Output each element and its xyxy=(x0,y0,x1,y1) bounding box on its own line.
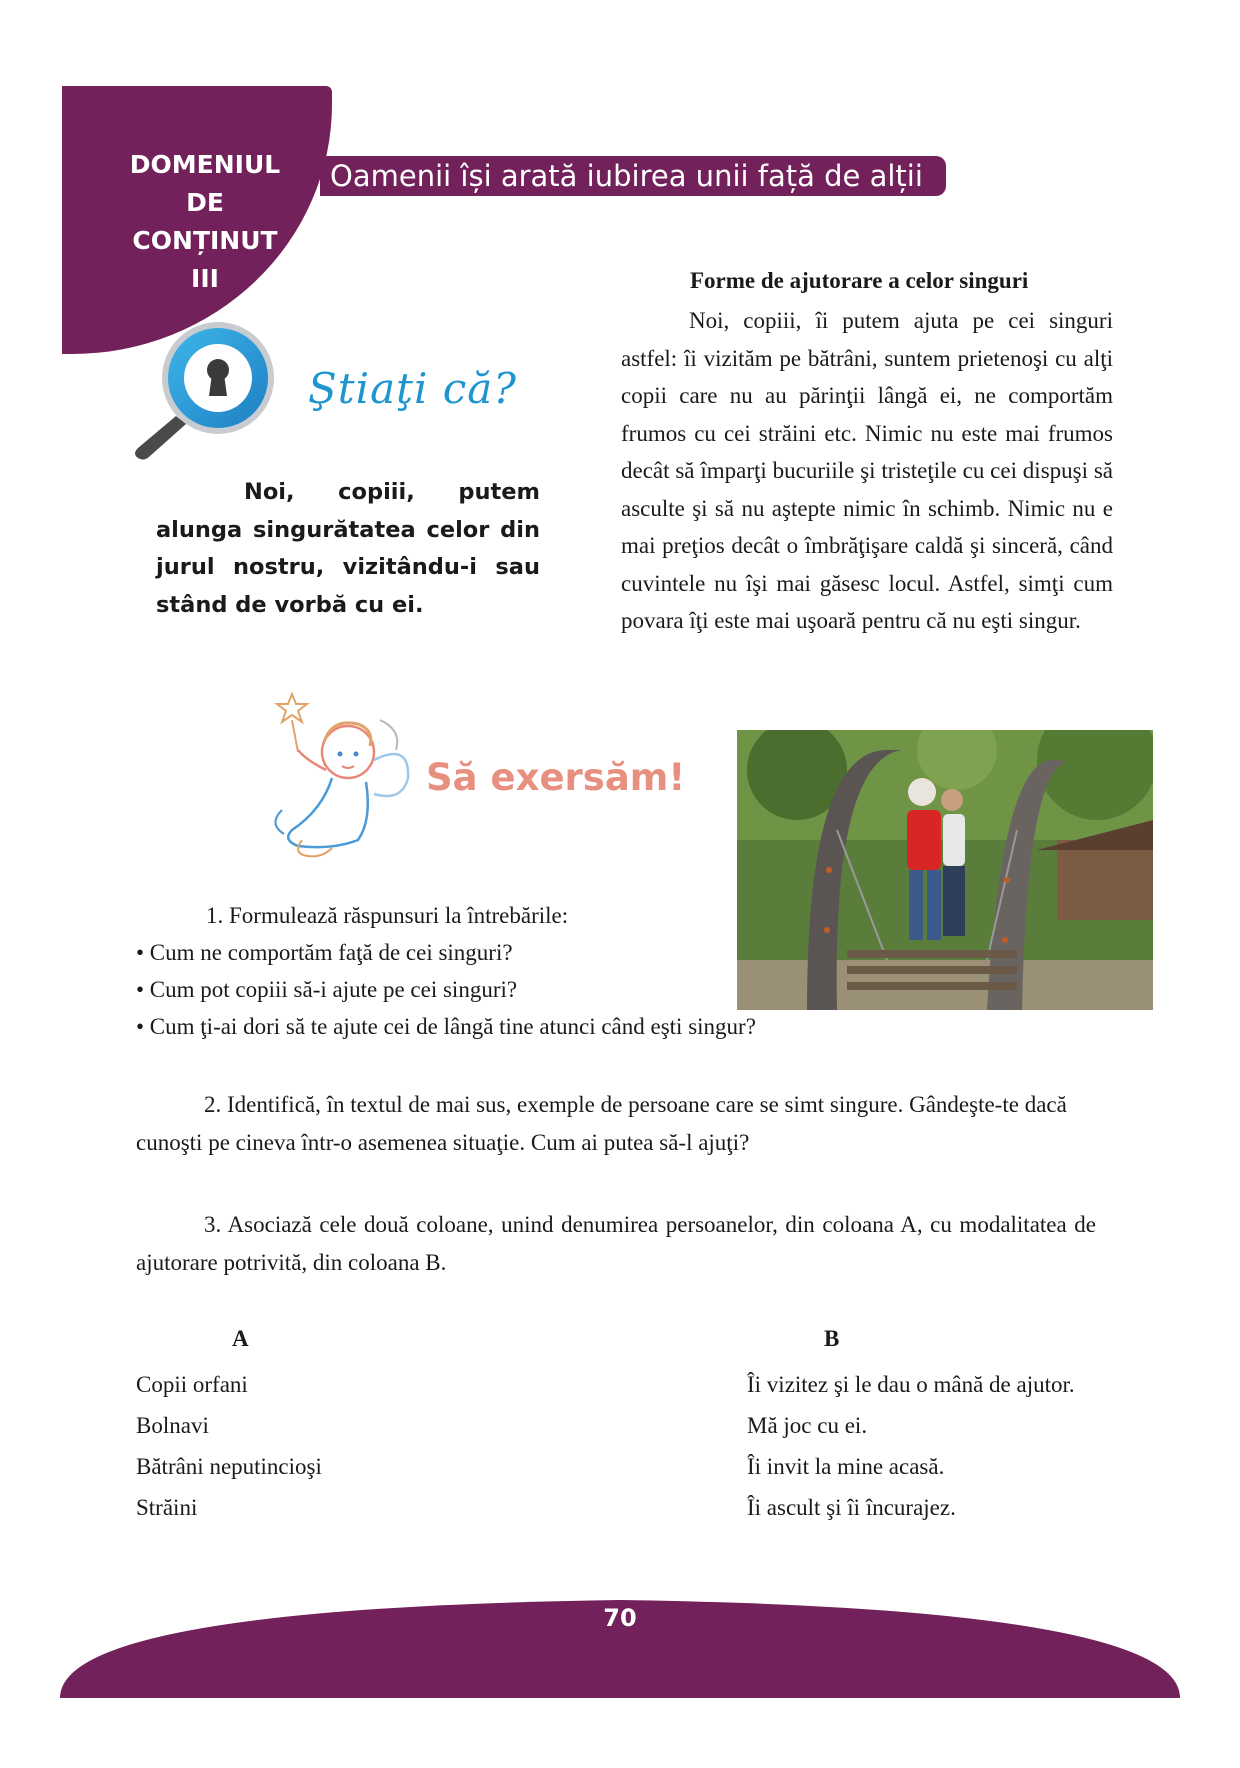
column-a-list xyxy=(136,1364,322,1528)
column-b-item: Îi vizitez şi le dau o mână de ajutor. xyxy=(747,1372,1075,1397)
exercise-1-questions xyxy=(136,934,756,1045)
magnifier-lock-icon xyxy=(130,320,290,460)
stiati-text: Noi, copiii, putem alunga singurătatea celor din jurul nostru, vizitându-i sau stând de vorbă cu ei. xyxy=(156,479,540,618)
column-b-header: B xyxy=(824,1326,840,1351)
playground-bridge-photo xyxy=(737,730,1153,1010)
column-b-item: Mă joc cu ei. xyxy=(747,1413,868,1438)
domain-line-4: III xyxy=(191,264,219,293)
column-a-header: A xyxy=(232,1326,249,1351)
column-a-item: Copii orfani xyxy=(136,1372,248,1397)
domain-line-3: CONȚINUT xyxy=(132,226,278,255)
domain-line-2: DE xyxy=(186,188,224,217)
question-item: • Cum ţi-ai dori să te ajute cei de lângă tine atunci când eşti singur? xyxy=(136,1014,756,1039)
exercise-2: 2. Identifică, în textul de mai sus, exemple de persoane care se simt singure. Gândeşte-te dacă cunoşti pe cineva într-o asemenea situaţie. Cum ai putea să-l ajuţi? xyxy=(136,1092,1067,1155)
question-item: • Cum ne comportăm faţă de cei singuri? xyxy=(136,940,513,965)
exercise-banner-label: Să exersăm! xyxy=(426,756,686,799)
column-a-item: Bolnavi xyxy=(136,1413,209,1438)
column-b-item: Îi invit la mine acasă. xyxy=(747,1454,945,1479)
column-a-item: Bătrâni neputincioşi xyxy=(136,1454,322,1479)
stiati-title: Ştiaţi că? xyxy=(308,364,517,413)
stiati-body xyxy=(156,474,540,624)
section-body: Noi, copiii, îi putem ajuta pe cei singuri astfel: îi vizităm pe bătrâni, suntem prietenoşi cu alţi copii care nu au părinţii lângă ei, ne comportăm frumos cu cei străini etc. Nimic nu este mai frumos decât să împarţi bucuriile şi tristeţile cu cei dispuşi să asculte şi să nu aştepte nimic în schimb. Nimic nu e mai preţios decât o îmbrăţişare caldă şi sinceră, când cuvintele nu îşi mai găsesc locul. Astfel, simţi cum povara îţi este mai uşoară pentru că nu eşti singur. xyxy=(621,308,1113,633)
question-item: • Cum pot copiii să-i ajute pe cei singuri? xyxy=(136,977,518,1002)
column-b-item: Îi ascult şi îi încurajez. xyxy=(747,1495,956,1520)
column-b-list xyxy=(747,1364,1075,1528)
page-title: Oamenii își arată iubirea unii față de alții xyxy=(330,159,923,193)
angel-illustration xyxy=(262,690,422,860)
page-number: 70 xyxy=(603,1604,637,1632)
exercise-1-title: 1. Formulează răspunsuri la întrebările: xyxy=(206,903,569,928)
exercise-3: 3. Asociază cele două coloane, unind denumirea persoanelor, din coloana A, cu modalitatea de ajutorare potrivită, din coloana B. xyxy=(136,1212,1096,1275)
domain-label xyxy=(62,146,348,298)
domain-line-1: DOMENIUL xyxy=(129,150,281,179)
section-title: Forme de ajutorare a celor singuri xyxy=(690,268,1029,293)
column-a-item: Străini xyxy=(136,1495,198,1520)
